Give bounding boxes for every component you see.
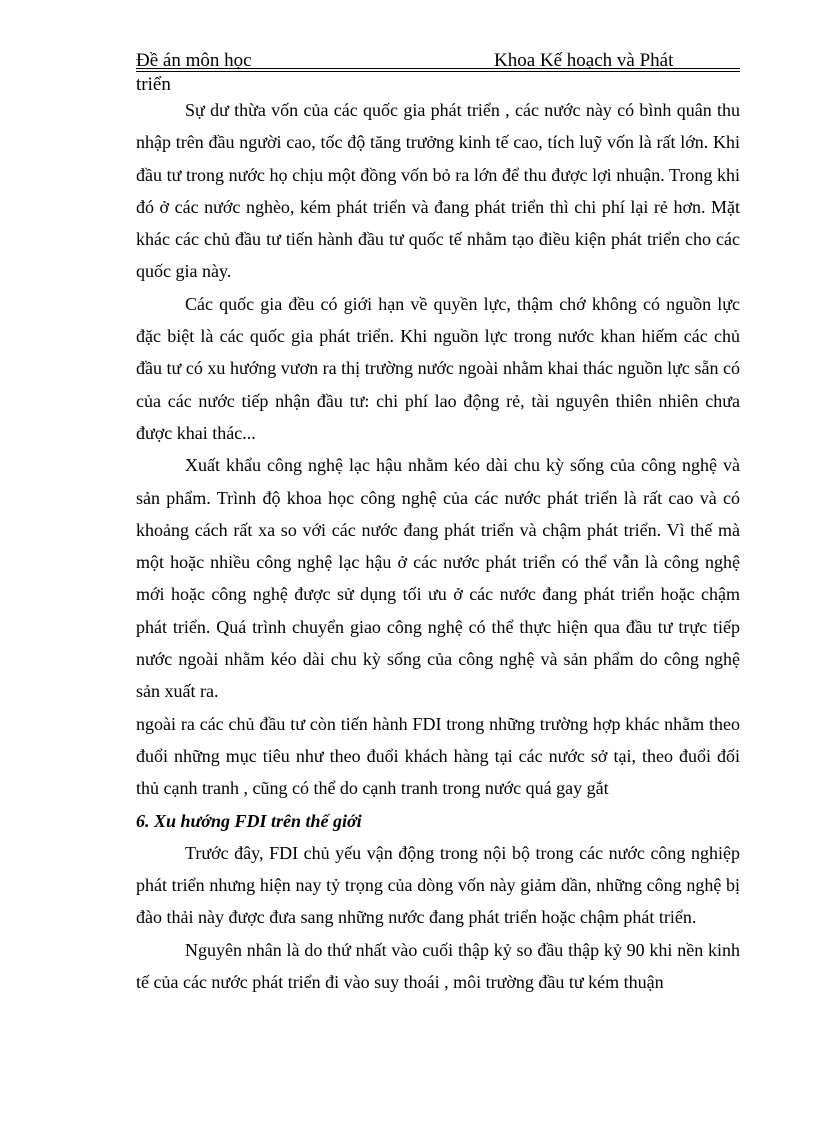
paragraph-technology-export: Xuất khẩu công nghệ lạc hậu nhằm kéo dài chu kỳ sống của công nghệ và sản phẩm. Trình độ khoa học công nghệ của các nước phát triển là rất cao và có khoảng cách rất xa so với các nước đang phát triển và chậm phát triển. Vì thế mà một hoặc nhiều công nghệ lạc hậu ở các nước phát triển có thể vẫn là công nghệ mới hoặc công nghệ được sử dụng tối ưu ở các nước đang phát triển hoặc chậm phát triển. Quá trình chuyển giao công nghệ có thể thực hiện qua đầu tư trực tiếp nước ngoài nhằm kéo dài chu kỳ sống của công nghệ và sản phẩm do công nghệ sản xuất ra.: [136, 455, 740, 702]
paragraph-cause: Nguyên nhân là do thứ nhất vào cuối thập kỷ so đầu thập kỷ 90 khi nền kinh tế của các nước phát triển đi vào suy thoái , môi trường đầu tư kém thuận: [136, 939, 740, 993]
paragraph-capital-surplus: Sự dư thừa vốn của các quốc gia phát triển , các nước này có bình quân thu nhập trên đầu người cao, tốc độ tăng trưởng kinh tế cao, tích luỹ vốn là rất lớn. Khi đầu tư trong nước họ chịu một đồng vốn bỏ ra lớn để thu được lợi nhuận. Trong khi đó ở các nước nghèo, kém phát triển và đang phát triển thì chi phí lại rẻ hơn. Mặt khác các chủ đầu tư tiến hành đầu tư quốc tế nhằm tạo điều kiện phát triển cho các quốc gia này.: [136, 100, 740, 282]
document-body: [136, 94, 740, 998]
section-heading: 6. Xu hướng FDI trên thế giới: [136, 810, 362, 831]
header-course-title: Đề án môn học: [136, 50, 252, 71]
header-faculty-continuation: triển: [136, 74, 171, 95]
page-header: [136, 50, 740, 76]
header-rule-top: [136, 68, 740, 69]
header-rule-bottom: [136, 71, 740, 72]
paragraph-resource-limits: Các quốc gia đều có giới hạn về quyền lực, thậm chớ không có nguồn lực đặc biệt là các quốc gia phát triển. Khi nguồn lực trong nước khan hiếm các chủ đầu tư có xu hướng vươn ra thị trường nước ngoài nhằm khai thác nguồn lực sẵn có của các nước tiếp nhận đầu tư: chi phí lao động rẻ, tài nguyên thiên nhiên chưa được khai thác...: [136, 293, 740, 443]
paragraph-other-motives: ngoài ra các chủ đầu tư còn tiến hành FDI trong những trường hợp khác nhằm theo đuổi những mục tiêu như theo đuổi khách hàng tại các nước sở tại, theo đuổi đối thủ cạnh tranh , cũng có thể do cạnh tranh trong nước quá gay gắt: [136, 713, 740, 799]
paragraph-fdi-trend: Trước đây, FDI chủ yếu vận động trong nội bộ trong các nước công nghiệp phát triển nhưng hiện nay tỷ trọng của dòng vốn này giảm dần, những công nghệ bị đào thải này được đưa sang những nước đang phát triển hoặc chậm phát triển.: [136, 842, 740, 928]
header-faculty-name: Khoa Kế hoạch và Phát: [494, 50, 674, 71]
